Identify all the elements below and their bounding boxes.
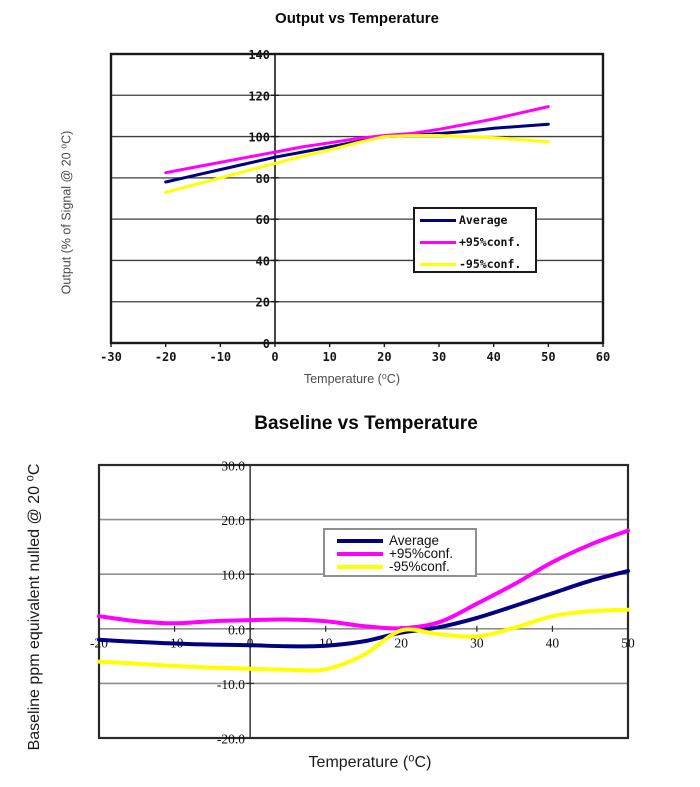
x-tick-label: 40 [486, 350, 501, 364]
plus95conf-line-swatch [337, 552, 383, 556]
x-tick-label: 20 [377, 350, 392, 364]
legend-item-minus95conf [325, 560, 475, 573]
x-tick-label: 0 [271, 350, 279, 364]
series-line-+95%conf. [166, 107, 549, 173]
x-tick-label: 0 [246, 635, 254, 651]
legend [413, 207, 537, 273]
legend-label: Average [459, 213, 508, 227]
x-axis-label: Temperature (⁰C) [308, 754, 432, 771]
average-line-swatch [337, 539, 383, 543]
x-tick-label: -20 [90, 635, 108, 651]
y-tick-label: -10.0 [216, 676, 245, 692]
legend-label: +95%conf. [389, 546, 454, 561]
legend [323, 528, 477, 577]
minus95conf-line-swatch [420, 263, 456, 266]
chart-title: Output vs Temperature [275, 10, 439, 27]
x-tick-label: 10 [322, 350, 337, 364]
output-chart-plot [100, 48, 610, 364]
x-tick-label: 20 [394, 635, 409, 651]
series-line-Average [166, 124, 549, 182]
plus95conf-line-swatch [420, 241, 456, 244]
y-tick-label: 0 [262, 337, 270, 351]
legend-label: -95%conf. [389, 559, 450, 574]
legend-label: -95%conf. [459, 257, 522, 271]
x-tick-label: 50 [541, 350, 556, 364]
y-tick-label: 10.0 [221, 567, 245, 583]
legend-item-average [415, 209, 535, 231]
x-tick-label: 30 [431, 350, 447, 364]
x-tick-label: -10 [209, 350, 232, 364]
legend-item-minus95conf [415, 253, 535, 275]
minus95conf-line-swatch [337, 565, 383, 569]
legend-item-plus95conf [415, 231, 535, 253]
y-tick-label: 30.0 [221, 458, 245, 474]
y-tick-label: 60 [255, 213, 270, 228]
x-tick-label: -20 [154, 350, 177, 364]
baseline-chart-plot [90, 459, 635, 747]
x-tick-label: 50 [621, 635, 635, 651]
plot-border [111, 54, 603, 343]
y-tick-label: 140 [248, 48, 270, 62]
average-line-swatch [420, 219, 456, 222]
y-tick-label: 20.0 [221, 513, 245, 529]
plot-border [99, 465, 628, 738]
x-tick-label: -30 [100, 350, 122, 364]
x-tick-label: 10 [318, 635, 333, 651]
chart-title: Baseline vs Temperature [254, 413, 478, 434]
x-tick-label: 40 [545, 635, 560, 651]
legend-label: Average [389, 533, 440, 548]
y-tick-label: 80 [255, 171, 270, 186]
y-tick-label: 120 [248, 89, 270, 104]
x-tick-label: -10 [165, 635, 184, 651]
x-tick-label: 60 [595, 350, 611, 364]
y-tick-label: 20 [255, 295, 270, 310]
y-tick-label: -20.0 [216, 731, 245, 747]
y-axis-label: Baseline ppm equivalent nulled @ 20 ⁰C [26, 463, 43, 751]
series-line--95%conf. [166, 136, 549, 193]
y-tick-label: 40 [255, 254, 270, 269]
x-tick-label: 30 [470, 635, 484, 651]
y-axis-label: Output (% of Signal @ 20 ⁰C) [59, 130, 74, 295]
legend-label: +95%conf. [459, 235, 522, 249]
y-tick-label: 100 [248, 130, 270, 145]
y-tick-label: 0.0 [228, 622, 245, 638]
x-axis-label: Temperature (⁰C) [303, 372, 400, 386]
